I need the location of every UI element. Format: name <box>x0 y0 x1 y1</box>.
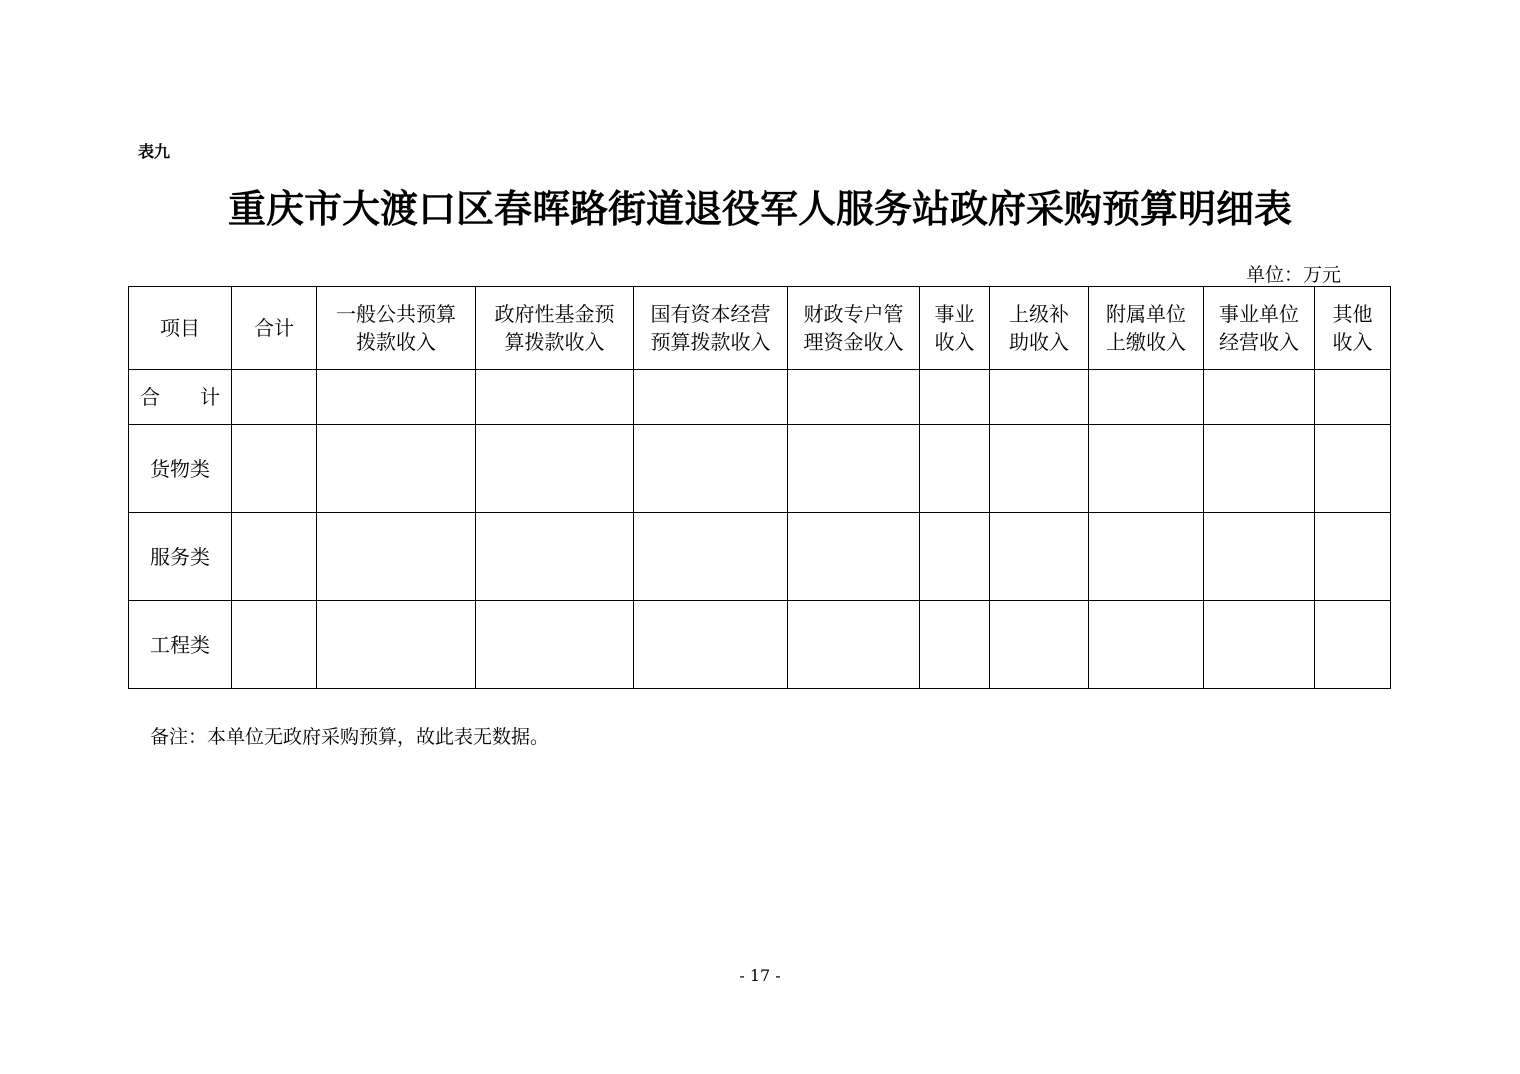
header-cell-business-income <box>920 287 990 370</box>
table-cell <box>1204 513 1315 601</box>
table-cell <box>317 370 476 425</box>
table-cell <box>1315 370 1391 425</box>
header-cell-operating-income <box>1204 287 1315 370</box>
header-text: 合计 <box>254 316 294 340</box>
header-cell-state-capital <box>634 287 788 370</box>
page-title: 重庆市大渡口区春晖路街道退役军人服务站政府采购预算明细表 <box>227 186 1292 231</box>
table-cell <box>920 601 990 689</box>
table-cell <box>1204 601 1315 689</box>
header-cell-general-budget <box>317 287 476 370</box>
table-cell <box>476 425 634 513</box>
table-row-total <box>129 370 1391 425</box>
header-cell-total <box>232 287 317 370</box>
table-cell <box>990 601 1089 689</box>
table-cell <box>990 370 1089 425</box>
header-text: 项目 <box>160 316 200 340</box>
table-cell <box>990 425 1089 513</box>
header-text: 其他 收入 <box>1332 302 1373 354</box>
header-cell-special-account <box>788 287 920 370</box>
table-row-goods <box>129 425 1391 513</box>
table-cell <box>634 425 788 513</box>
table-cell <box>920 513 990 601</box>
header-text: 政府性基金预 算拨款收入 <box>494 302 615 354</box>
table-cell <box>232 370 317 425</box>
table-cell <box>920 370 990 425</box>
table-cell <box>1204 370 1315 425</box>
table-cell <box>232 601 317 689</box>
table-cell <box>634 601 788 689</box>
table-cell <box>232 425 317 513</box>
unit-label: 单位：万元 <box>1246 264 1342 286</box>
row-label: 工程类 <box>129 601 232 689</box>
table-header-row <box>129 287 1391 370</box>
row-label: 服务类 <box>129 513 232 601</box>
table-row-services <box>129 513 1391 601</box>
footnote: 备注：本单位无政府采购预算，故此表无数据。 <box>150 726 550 748</box>
header-text: 附属单位 上缴收入 <box>1106 302 1186 354</box>
table-cell <box>476 370 634 425</box>
page-number: - 17 - <box>739 966 781 985</box>
table-cell <box>1089 370 1204 425</box>
table-cell <box>788 425 920 513</box>
table-cell <box>317 601 476 689</box>
table-cell <box>1315 601 1391 689</box>
header-text: 事业 收入 <box>934 302 975 354</box>
header-text: 国有资本经营 预算拨款收入 <box>650 302 771 354</box>
header-text: 上级补 助收入 <box>1009 302 1069 354</box>
row-label: 合 计 <box>129 370 232 425</box>
table-cell <box>634 513 788 601</box>
header-cell-other-income <box>1315 287 1391 370</box>
table-cell <box>476 601 634 689</box>
table-cell <box>1089 425 1204 513</box>
row-label: 货物类 <box>129 425 232 513</box>
table-row-engineering <box>129 601 1391 689</box>
header-text: 事业单位 经营收入 <box>1219 302 1299 354</box>
header-cell-fund-budget <box>476 287 634 370</box>
table-cell <box>788 601 920 689</box>
table-cell <box>317 513 476 601</box>
table-cell <box>1315 513 1391 601</box>
table-cell <box>1315 425 1391 513</box>
header-text: 一般公共预算 拨款收入 <box>336 302 456 354</box>
header-cell-superior-subsidy <box>990 287 1089 370</box>
table-label: 表九 <box>138 142 171 161</box>
table-cell <box>634 370 788 425</box>
table-cell <box>990 513 1089 601</box>
table-cell <box>1089 601 1204 689</box>
table-cell <box>317 425 476 513</box>
table-cell <box>232 513 317 601</box>
table-cell <box>920 425 990 513</box>
table-cell <box>788 513 920 601</box>
header-cell-affiliate-remit <box>1089 287 1204 370</box>
table-cell <box>1089 513 1204 601</box>
header-cell-item <box>129 287 232 370</box>
header-text: 财政专户管 理资金收入 <box>803 302 904 354</box>
table-cell <box>788 370 920 425</box>
table-cell <box>476 513 634 601</box>
table-cell <box>1204 425 1315 513</box>
budget-table <box>128 286 1391 689</box>
